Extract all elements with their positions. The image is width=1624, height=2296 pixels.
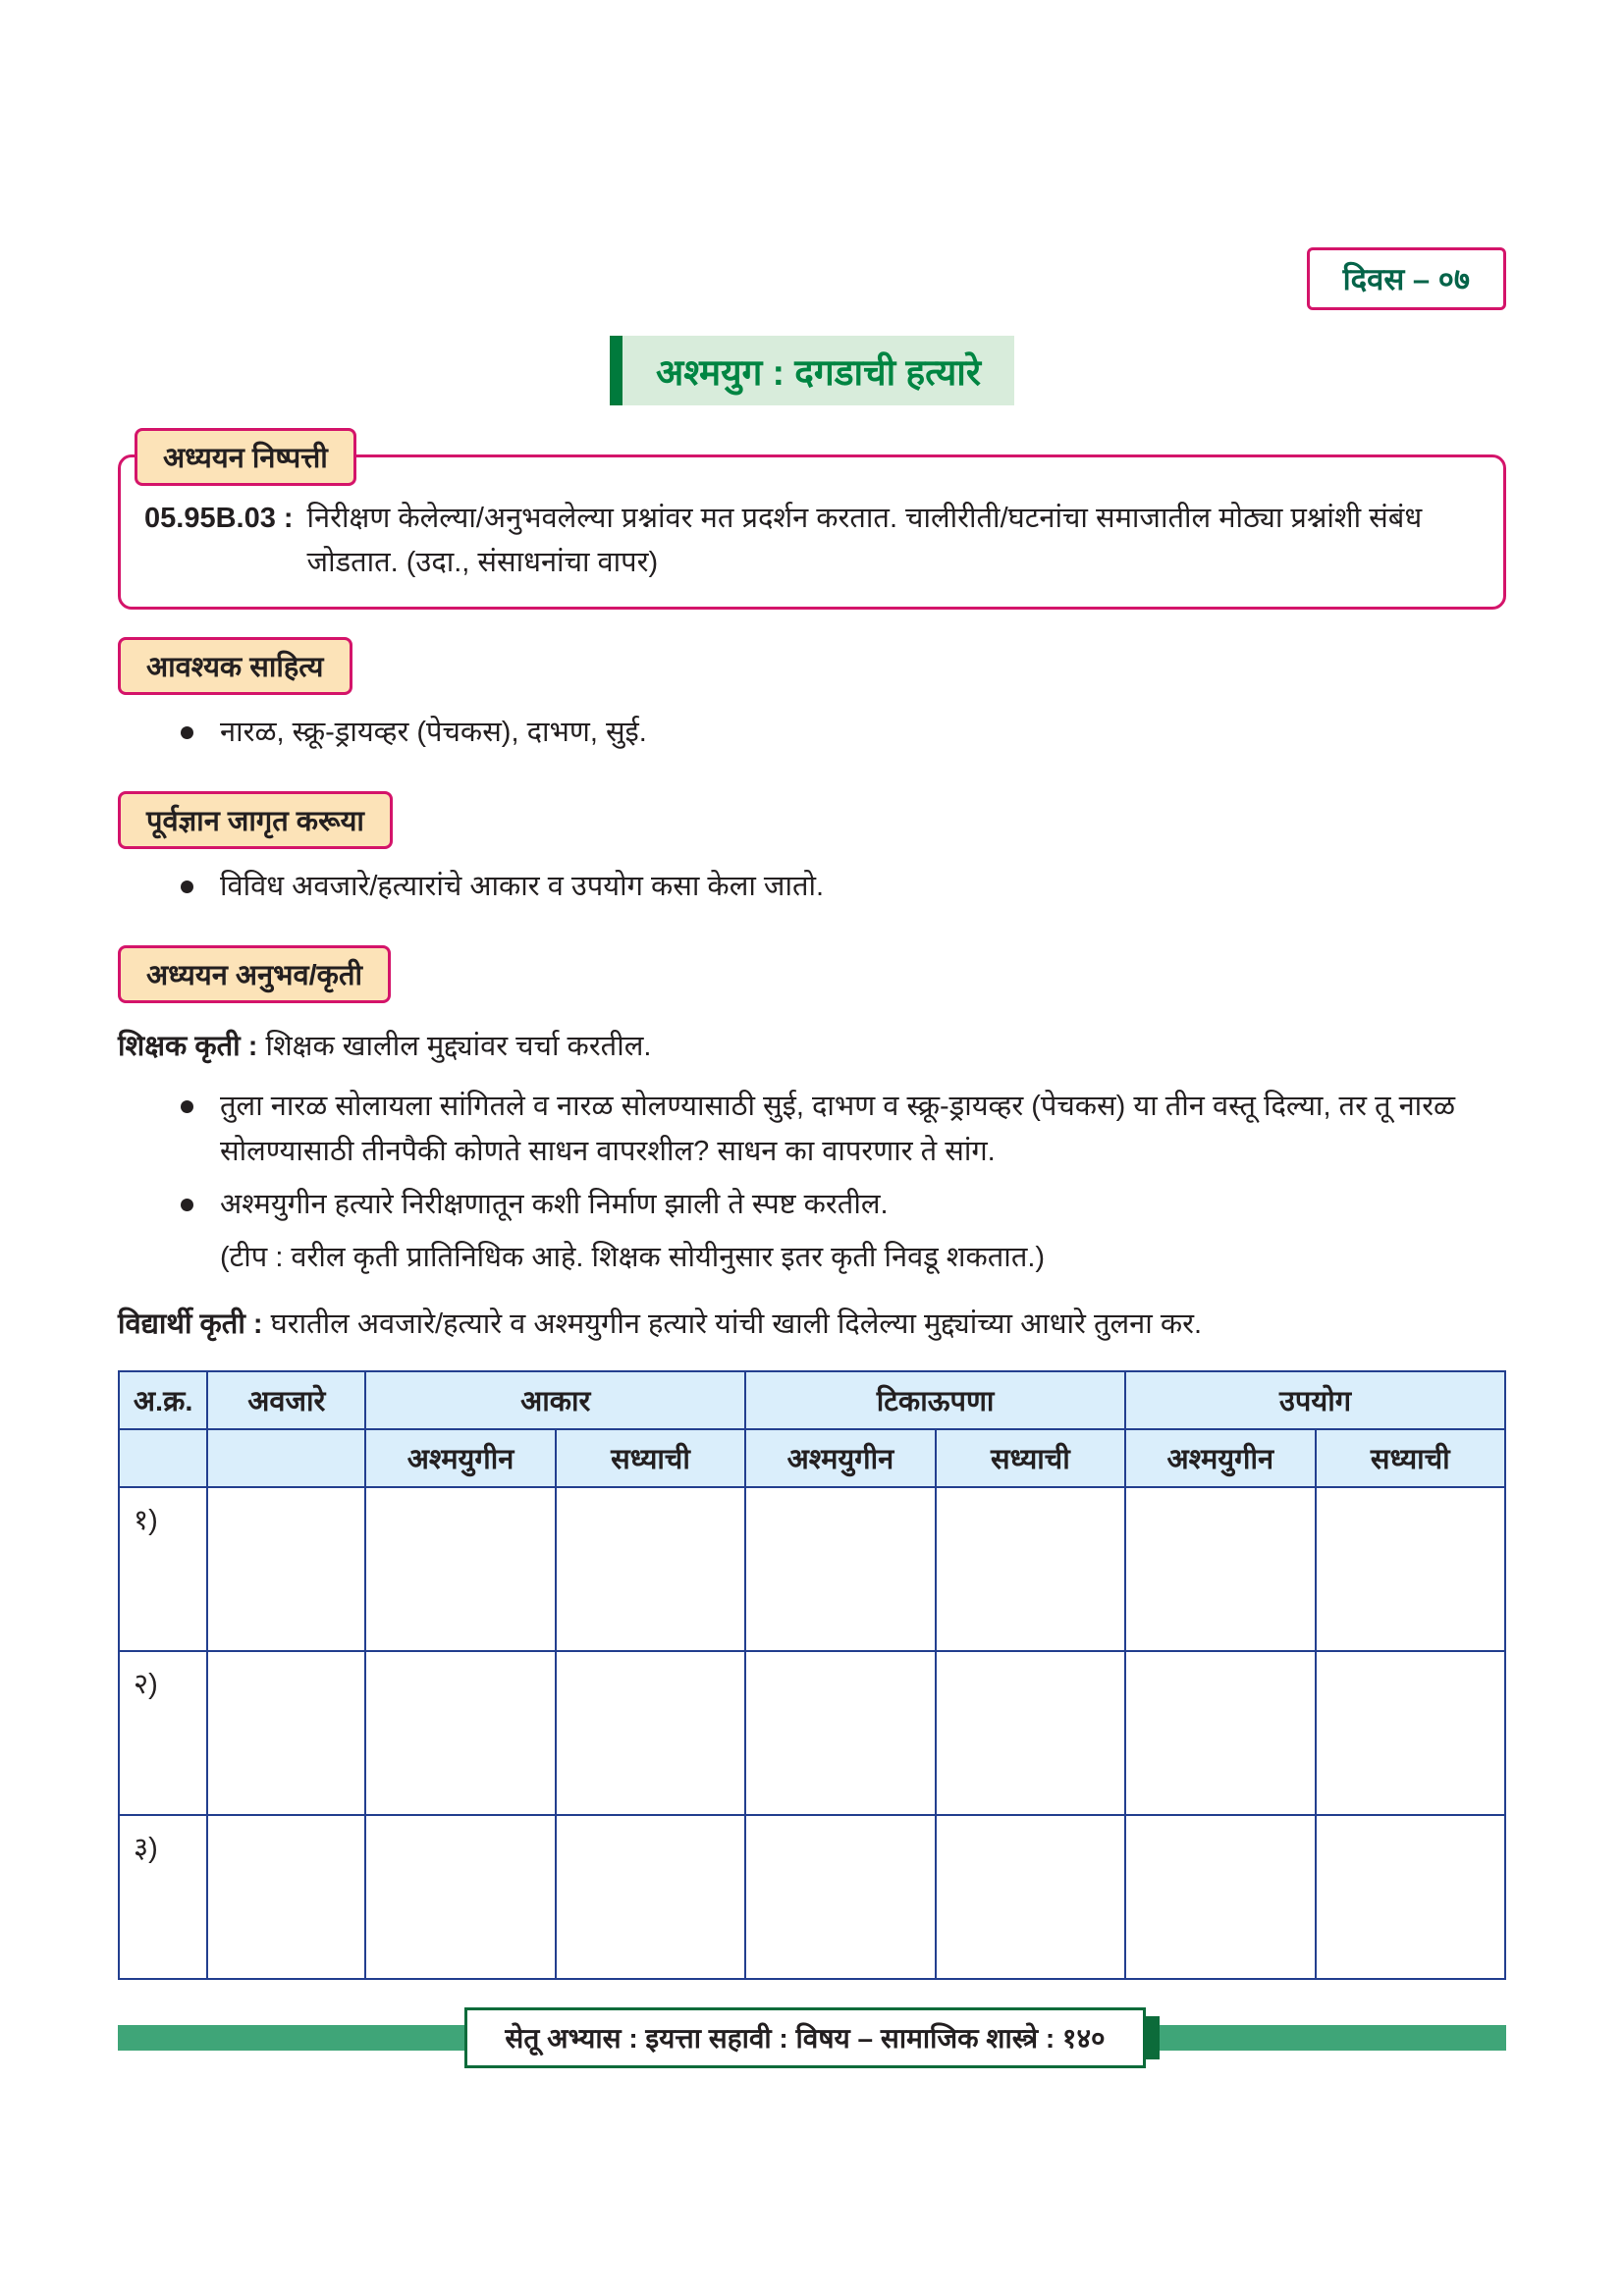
- section-label-materials-text: आवश्यक साहित्य: [146, 651, 324, 683]
- empty-cell: [1316, 1651, 1506, 1815]
- empty-cell: [556, 1815, 745, 1979]
- empty-cell: [365, 1651, 555, 1815]
- empty-cell: [1125, 1651, 1315, 1815]
- section-label-prior-knowledge: [118, 791, 393, 849]
- empty-cell: [207, 1651, 365, 1815]
- list-item: [179, 865, 1506, 910]
- page-title: [610, 336, 1014, 405]
- table-body: [119, 1487, 1505, 1979]
- section-label-prior-knowledge-text: पूर्वज्ञान जागृत करूया: [146, 805, 364, 837]
- day-badge: [1307, 247, 1506, 310]
- page-footer: [118, 2007, 1506, 2068]
- student-activity-text: घरातील अवजारे/हत्यारे व अश्मयुगीन हत्यारे यांची खाली दिलेल्या मुद्द्यांच्या आधारे तुलना कर.: [270, 1308, 1203, 1340]
- teacher-activity-text: शिक्षक खालील मुद्द्यांवर चर्चा करतील.: [265, 1030, 652, 1062]
- subheader-empty-serial: [119, 1429, 207, 1487]
- student-activity-label: विद्यार्थी कृती :: [118, 1308, 263, 1340]
- section-label-outcomes: [135, 428, 356, 486]
- col-header-tools: अवजारे: [207, 1371, 365, 1429]
- footer-strip-right: [1160, 2025, 1506, 2051]
- empty-cell: [556, 1651, 745, 1815]
- row-serial: १): [119, 1487, 207, 1651]
- empty-cell: [1125, 1815, 1315, 1979]
- materials-list: [118, 711, 1506, 756]
- materials-item-text: नारळ, स्क्रू-ड्रायव्हर (पेचकस), दाभण, सुई.: [220, 716, 647, 748]
- footer-strip-left: [118, 2025, 464, 2051]
- learning-outcomes-section: [118, 443, 1506, 610]
- subheader-modern: सध्याची: [936, 1429, 1125, 1487]
- col-header-use: उपयोग: [1125, 1371, 1505, 1429]
- teacher-activity-label: शिक्षक कृती :: [118, 1030, 258, 1062]
- empty-cell: [1316, 1487, 1506, 1651]
- col-header-shape: आकार: [365, 1371, 745, 1429]
- prior-knowledge-list: [118, 865, 1506, 910]
- empty-cell: [745, 1815, 935, 1979]
- section-label-experience-text: अध्ययन अनुभव/कृती: [146, 959, 362, 991]
- list-item: [179, 1183, 1506, 1228]
- empty-cell: [207, 1815, 365, 1979]
- note-text: (टीप : वरील कृती प्रातिनिधिक आहे. शिक्षक सोयीनुसार इतर कृती निवडू शकतात.): [220, 1241, 1046, 1273]
- empty-cell: [745, 1487, 935, 1651]
- bullet-icon: [181, 726, 193, 739]
- footer-endcap: [1146, 2016, 1160, 2059]
- bullet-icon: [181, 1199, 193, 1211]
- teacher-activity-list: [118, 1085, 1506, 1227]
- table-row: [119, 1651, 1505, 1815]
- empty-cell: [936, 1651, 1125, 1815]
- section-label-materials: [118, 637, 352, 695]
- subheader-modern: सध्याची: [1316, 1429, 1506, 1487]
- prior-knowledge-item-text: विविध अवजारे/हत्यारांचे आकार व उपयोग कसा केला जातो.: [220, 870, 825, 902]
- bullet-icon: [181, 1100, 193, 1113]
- empty-cell: [1316, 1815, 1506, 1979]
- day-badge-label: दिवस – ०७: [1342, 262, 1470, 296]
- empty-cell: [936, 1815, 1125, 1979]
- empty-cell: [207, 1487, 365, 1651]
- subheader-modern: सध्याची: [556, 1429, 745, 1487]
- empty-cell: [1125, 1487, 1315, 1651]
- table-row: [119, 1815, 1505, 1979]
- table-row: [119, 1487, 1505, 1651]
- comparison-table: [118, 1370, 1506, 1980]
- table-header: [119, 1371, 1505, 1487]
- footer-text: सेतू अभ्यास : इयत्ता सहावी : विषय – सामाजिक शास्त्रे : १४०: [505, 2023, 1106, 2055]
- section-label-experience: [118, 945, 391, 1003]
- outcome-text: निरीक्षण केलेल्या/अनुभवलेल्या प्रश्नांवर मत प्रदर्शन करतात. चालीरीती/घटनांचा समाजातील मोठ्या प्रश्नांशी संबंध जोडतात. (उदा., संसाधनांचा वापर): [306, 503, 1423, 578]
- student-activity-line: [118, 1303, 1506, 1348]
- outcome-code: 05.95B.03 :: [144, 503, 294, 534]
- teacher-activity-line: [118, 1025, 1506, 1070]
- table-header-row-groups: [119, 1371, 1505, 1429]
- subheader-stone-age: अश्मयुगीन: [365, 1429, 555, 1487]
- subheader-empty-tools: [207, 1429, 365, 1487]
- page-title-text: अश्मयुग : दगडाची हत्यारे: [655, 352, 982, 393]
- empty-cell: [365, 1487, 555, 1651]
- subheader-stone-age: अश्मयुगीन: [745, 1429, 935, 1487]
- empty-cell: [556, 1487, 745, 1651]
- empty-cell: [745, 1651, 935, 1815]
- note-line: [220, 1236, 1506, 1281]
- list-item: [179, 711, 1506, 756]
- list-item: [179, 1085, 1506, 1175]
- activity-bullet-text: तुला नारळ सोलायला सांगितले व नारळ सोलण्यासाठी सुई, दाभण व स्क्रू-ड्रायव्हर (पेचकस) या तीन वस्तू दिल्या, तर तू नारळ सोलण्यासाठी तीनपैकी कोणते साधन वापरशील? साधन का वापरणार ते सांग.: [220, 1091, 1456, 1168]
- outcome-statement: [144, 497, 1478, 585]
- activity-bullet-text: अश्मयुगीन हत्यारे निरीक्षणातून कशी निर्माण झाली ते स्पष्ट करतील.: [220, 1188, 889, 1220]
- empty-cell: [936, 1487, 1125, 1651]
- row-serial: ३): [119, 1815, 207, 1979]
- footer-box: [464, 2007, 1145, 2068]
- col-header-serial: अ.क्र.: [119, 1371, 207, 1429]
- bullet-icon: [181, 881, 193, 893]
- empty-cell: [365, 1815, 555, 1979]
- title-row: [118, 336, 1506, 405]
- row-serial: २): [119, 1651, 207, 1815]
- col-header-durability: टिकाऊपणा: [745, 1371, 1125, 1429]
- section-label-outcomes-text: अध्ययन निष्पत्ती: [163, 443, 328, 474]
- table-header-row-subs: [119, 1429, 1505, 1487]
- subheader-stone-age: अश्मयुगीन: [1125, 1429, 1315, 1487]
- day-badge-row: [118, 247, 1506, 310]
